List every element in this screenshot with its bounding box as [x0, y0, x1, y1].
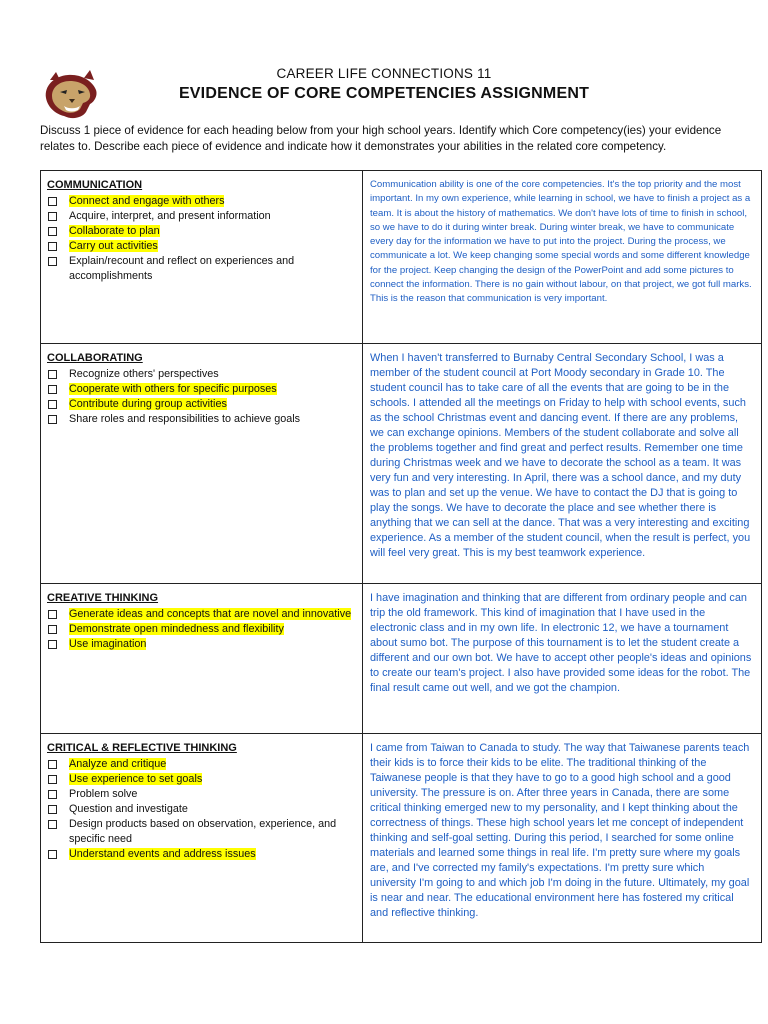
checklist-item	[47, 194, 356, 209]
checklist-item	[47, 412, 356, 427]
section-heading: CRITICAL & REFLECTIVE THINKING	[47, 742, 237, 754]
evidence-cell	[363, 734, 762, 943]
item-label: Understand events and address issues	[69, 848, 256, 860]
checkbox-icon	[48, 197, 57, 206]
item-label: Use imagination	[69, 638, 147, 650]
item-label: Collaborate to plan	[69, 225, 160, 237]
item-label: Problem solve	[69, 788, 138, 800]
checkbox-icon	[48, 790, 57, 799]
item-label: Carry out activities	[69, 240, 158, 252]
evidence-cell	[363, 171, 762, 344]
item-label: Analyze and critique	[69, 758, 167, 770]
checklist-item	[47, 224, 356, 239]
checkbox-icon	[48, 415, 57, 424]
item-label: Use experience to set goals	[69, 773, 203, 785]
checklist-item	[47, 254, 356, 284]
evidence-cell	[363, 344, 762, 584]
competency-cell	[41, 344, 363, 584]
evidence-text: Communication ability is one of the core competencies. It's the top priority and the most important. In my own experience, while learning in school, we have to finish a project as a team. It is about the history of mathematics. We don't have lots of time to finish in school, so we have to do it during winter break. During winter break, we have to communicate every day for the information we have to put into the project. During the process, we communicate a lot. We keep changing some special words and some different knowledge for the project. Keep changing the design of the PowerPoint and add some pictures to connect the information. There is no gain without labour, on that project, we got full marks. This is the reason that communication is very important.	[370, 179, 752, 305]
item-label: Acquire, interpret, and present information	[69, 210, 271, 222]
item-label: Question and investigate	[69, 803, 188, 815]
checklist-item	[47, 209, 356, 224]
checklist	[47, 367, 356, 427]
checklist-item	[47, 847, 356, 862]
item-label: Generate ideas and concepts that are novel and innovative	[69, 608, 352, 620]
table-row-communication	[41, 171, 762, 344]
item-label: Cooperate with others for specific purposes	[69, 383, 277, 395]
checklist	[47, 757, 356, 862]
item-label: Demonstrate open mindedness and flexibility	[69, 623, 284, 635]
competency-cell	[41, 171, 363, 344]
checkbox-icon	[48, 760, 57, 769]
item-label: Explain/recount and reflect on experiences and accomplishments	[69, 255, 295, 282]
item-label: Design products based on observation, experience, and specific need	[69, 818, 337, 845]
checkbox-icon	[48, 820, 57, 829]
checklist-item	[47, 772, 356, 787]
evidence-text: When I haven't transferred to Burnaby Central Secondary School, I was a member of the student council at Port Moody secondary in Grade 10. The student council has to take care of all the events that are going to be in the schools. I attended all the meetings on Friday to help with school events, such as the school Christmas event and dancing event. If there are any problems, we can exchange opinions. Members of the student collaborate and solve all the problems together and find great and perfect results. Remember one time during Christmas week and we have to decorate the school as a team. It was very fun and very interesting. In April, there was a school dance, and my duty was to plan and set up the venue. We have to contact the DJ that is going to play the songs. We have to decorate the place and see whether there is anything that we can sell at the dance. That was a very interesting and exciting experience. As a member of the student council, when the result is perfect, you will feel very great. This is my best teamwork experience.	[370, 352, 751, 559]
checklist-item	[47, 397, 356, 412]
checkbox-icon	[48, 242, 57, 251]
checkbox-icon	[48, 400, 57, 409]
checkbox-icon	[48, 227, 57, 236]
item-label: Contribute during group activities	[69, 398, 227, 410]
checkbox-icon	[48, 257, 57, 266]
checklist	[47, 194, 356, 284]
evidence-cell	[363, 584, 762, 734]
checklist	[47, 607, 356, 652]
checklist-item	[47, 802, 356, 817]
checkbox-icon	[48, 775, 57, 784]
assignment-title: EVIDENCE OF CORE COMPETENCIES ASSIGNMENT	[178, 85, 590, 102]
competencies-table	[40, 170, 762, 943]
checkbox-icon	[48, 370, 57, 379]
course-title: CAREER LIFE CONNECTIONS 11	[276, 66, 492, 81]
table-row-critical-thinking	[41, 734, 762, 943]
checklist-item	[47, 367, 356, 382]
checkbox-icon	[48, 640, 57, 649]
checkbox-icon	[48, 850, 57, 859]
checkbox-icon	[48, 212, 57, 221]
evidence-text: I came from Taiwan to Canada to study. The way that Taiwanese parents teach their kids is to force their kids to be elite. The traditional thinking of the Taiwanese people is that they have to go to a good high school and a good university. The pressure is on. After three years in Canada, there are some critical thinking emerged new to my personality, and I kept thinking about the correctness of things. These high school years let me concept of independent thinking and self-goal setting. During this period, I searched for some online materials and learned some things in real life. I'm pretty sure where my goals are, and I've corrected my family's expectations. I'm pretty sure which university I'm going to and which job I'm doing in the future. Ultimately, my goal is near and near. The educational environment here has fostered my critical and reflective thinking.	[370, 742, 750, 919]
checklist-item	[47, 817, 356, 847]
checklist-item	[47, 622, 356, 637]
item-label: Share roles and responsibilities to achieve goals	[69, 413, 301, 425]
checkbox-icon	[48, 385, 57, 394]
evidence-text: I have imagination and thinking that are different from ordinary people and can trip the old framework. This kind of imagination that I have used in the electronic class and in my own life. In electronic 12, we have a tournament about sumo bot. The purpose of this tournament is to let the student create a different and our own bot. We have to accept other people's ideas and opinions to create our team's project. I also have provided some ideas for the robot. The final result came out well, and we got the champion.	[370, 592, 752, 694]
checkbox-icon	[48, 805, 57, 814]
checklist-item	[47, 757, 356, 772]
checkbox-icon	[48, 610, 57, 619]
section-heading: COLLABORATING	[47, 352, 143, 364]
checklist-item	[47, 239, 356, 254]
table-row-creative-thinking	[41, 584, 762, 734]
item-label: Recognize others' perspectives	[69, 368, 219, 380]
item-label: Connect and engage with others	[69, 195, 225, 207]
instructions-paragraph: Discuss 1 piece of evidence for each heading below from your high school years. Identify which Core competency(ies) your evidence relates to. Describe each piece of evidence and indicate how it demonstrates your abilities in the related core competency.	[40, 124, 722, 153]
section-heading: CREATIVE THINKING	[47, 592, 159, 604]
checklist-item	[47, 637, 356, 652]
section-heading: COMMUNICATION	[47, 179, 143, 191]
competency-cell	[41, 584, 363, 734]
checkbox-icon	[48, 625, 57, 634]
checklist-item	[47, 787, 356, 802]
competency-cell	[41, 734, 363, 943]
checklist-item	[47, 382, 356, 397]
checklist-item	[47, 607, 356, 622]
table-row-collaborating	[41, 344, 762, 584]
